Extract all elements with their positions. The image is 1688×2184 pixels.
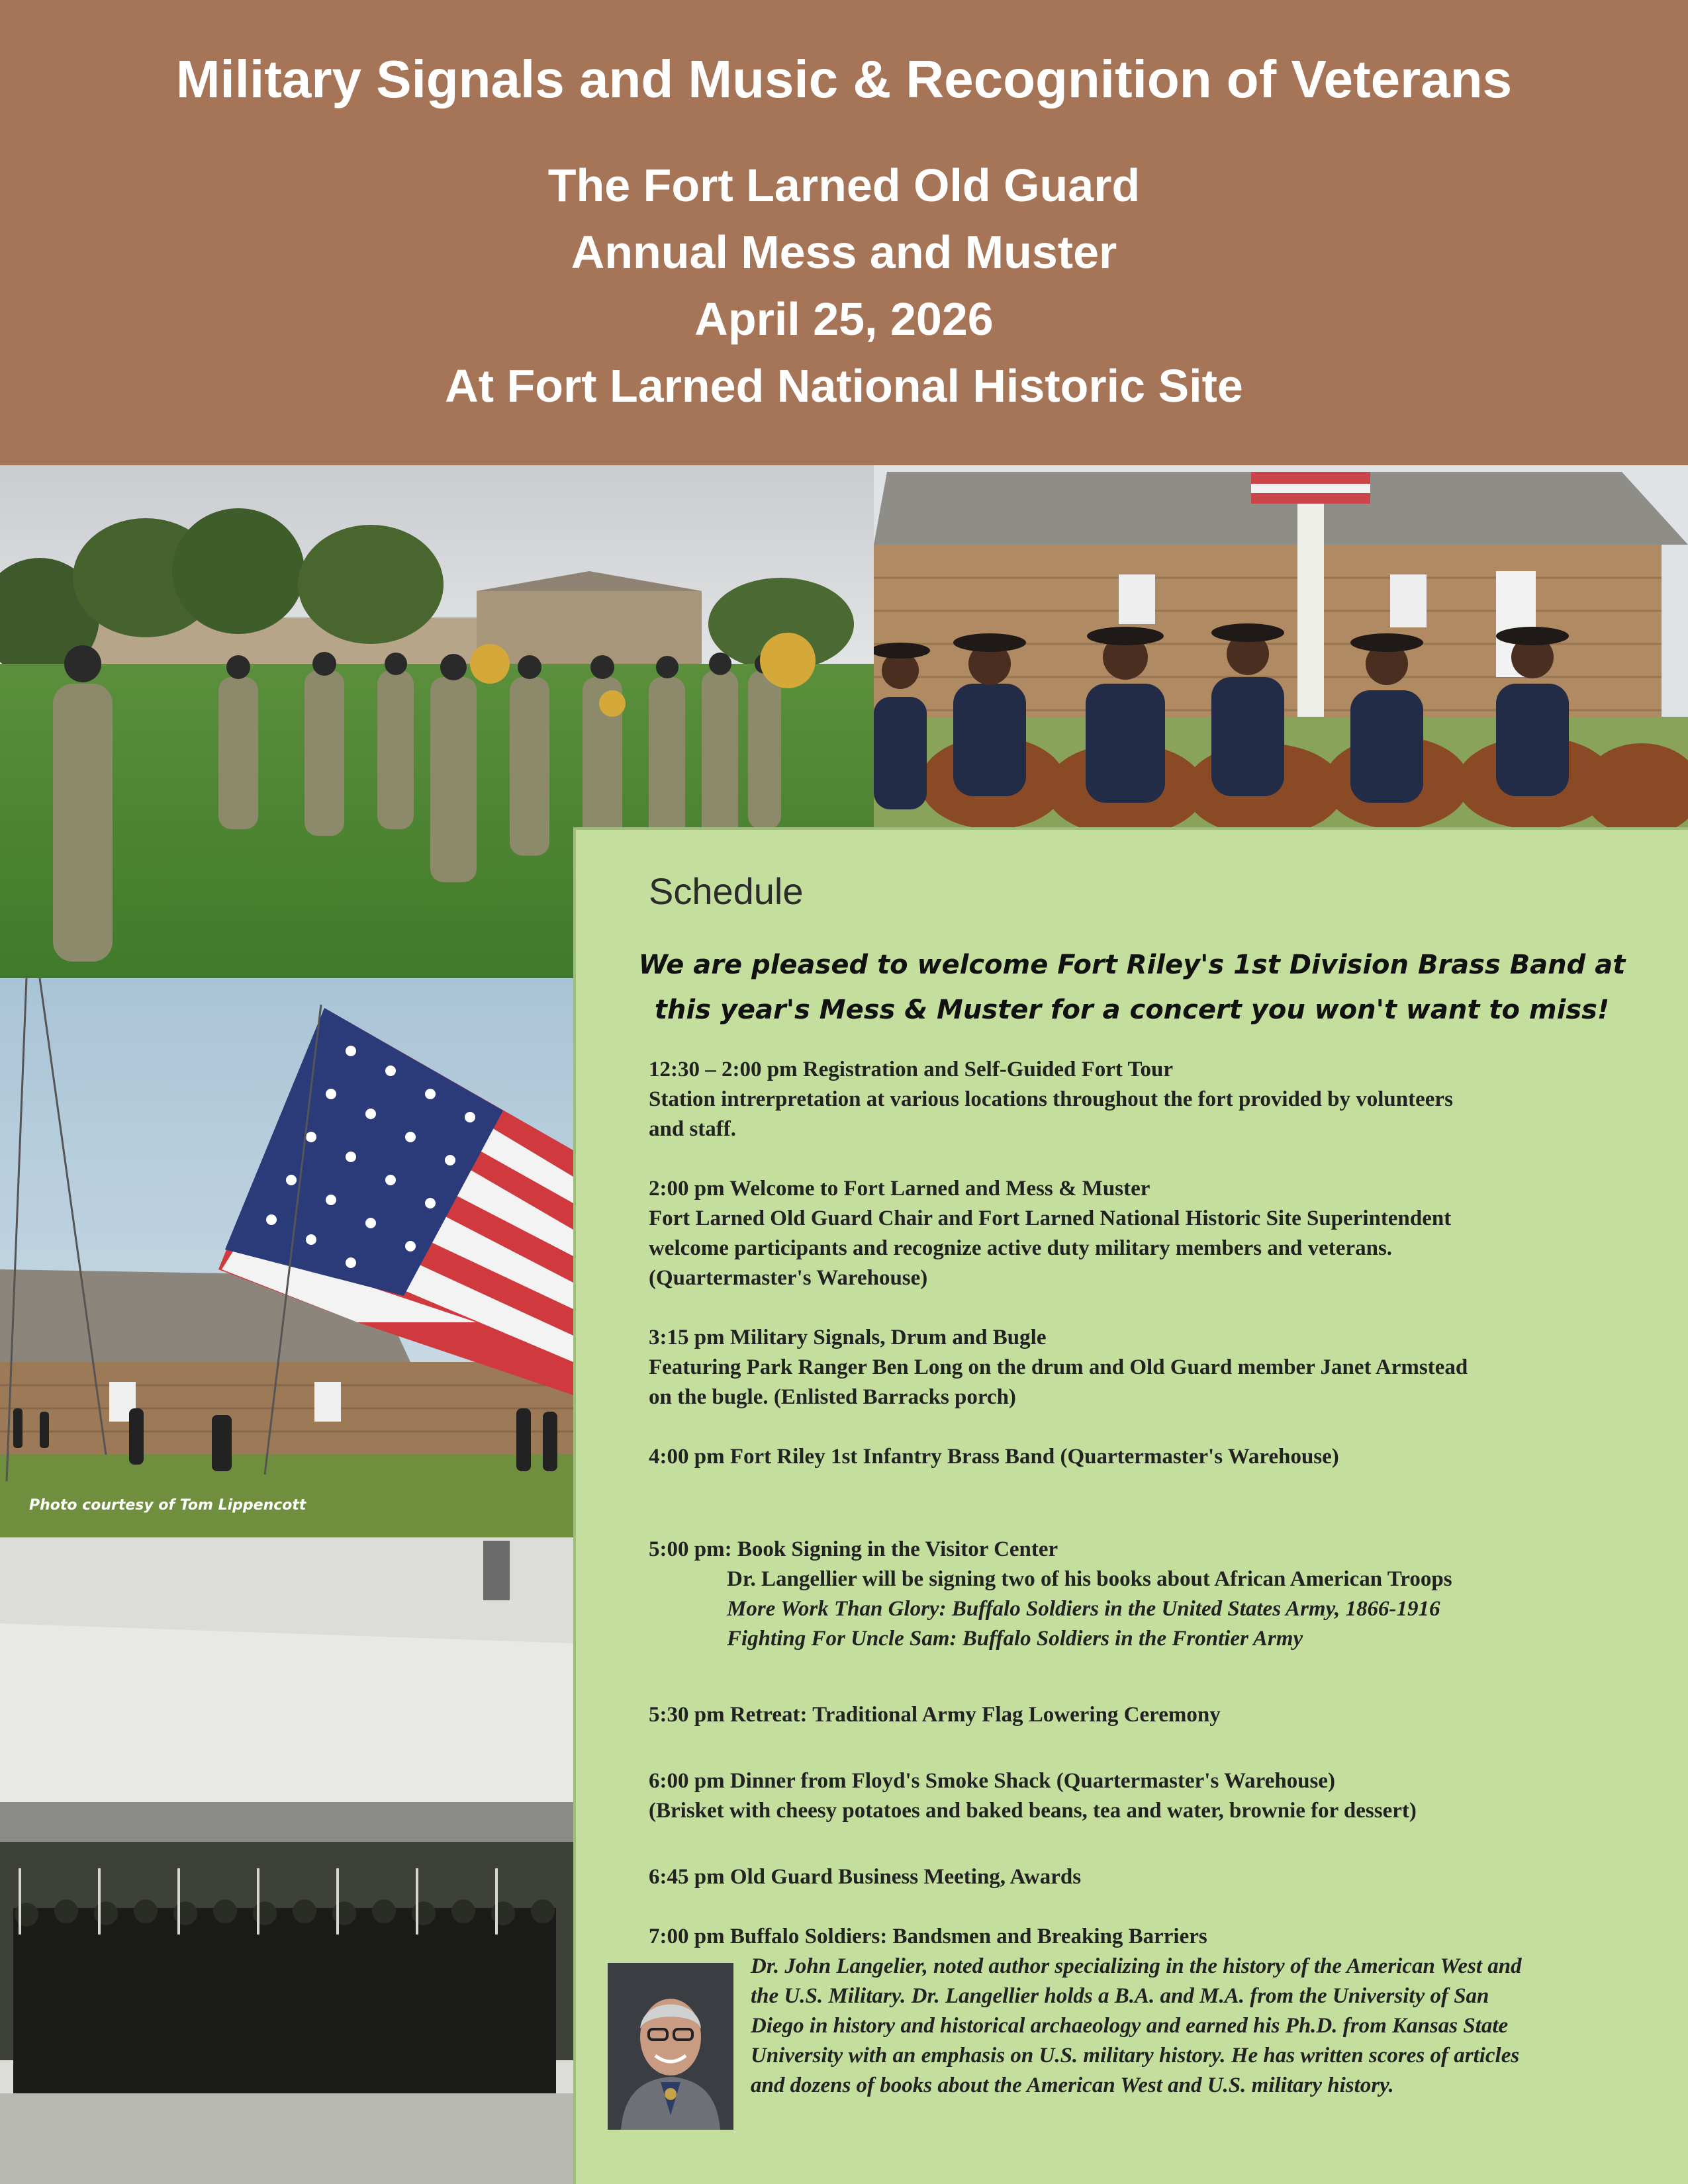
item-heading: 4:00 pm Fort Riley 1st Infantry Brass Band (Quartermaster's Warehouse) [649,1445,1339,1469]
item-heading: 5:30 pm Retreat: Traditional Army Flag Lowering Ceremony [649,1703,1221,1727]
item-line: Fort Larned Old Guard Chair and Fort Larned National Historic Site Superintendent [649,1206,1452,1230]
schedule-item-registration [649,1055,1655,1144]
item-heading: 2:00 pm Welcome to Fort Larned and Mess & Muster [649,1177,1150,1201]
event-name: Annual Mess and Muster [571,226,1117,278]
item-line: (Brisket with cheesy potatoes and baked beans, tea and water, brownie for dessert) [649,1799,1417,1823]
schedule-item-signals [649,1323,1655,1412]
schedule-item-welcome [649,1174,1655,1293]
item-line: Station intrerpretation at various locations throughout the fort provided by volunteers [649,1087,1453,1111]
schedule-item-buffalo-soldiers-talk [649,1922,1655,1952]
book-title: More Work Than Glory: Buffalo Soldiers in the United States Army, 1866-1916 [727,1597,1440,1621]
item-line: (Quartermaster's Warehouse) [649,1266,928,1290]
schedule-panel [573,827,1688,2184]
bio-line: and dozens of books about the American West and U.S. military history. [751,2073,1394,2097]
bio-line: Diego in history and historical archaeology and earned his Ph.D. from Kansas State [751,2014,1509,2038]
schedule-item-business-meeting [649,1862,1655,1892]
header-banner [0,0,1688,465]
item-line: Dr. Langellier will be signing two of his books about African American Troops [727,1567,1452,1591]
item-heading: 3:15 pm Military Signals, Drum and Bugle [649,1326,1047,1349]
event-location: At Fort Larned National Historic Site [445,360,1243,412]
schedule-item-book-signing [649,1535,1655,1654]
speaker-bio [751,1952,1658,2101]
event-date: April 25, 2026 [694,293,994,345]
item-line: on the bugle. (Enlisted Barracks porch) [649,1385,1016,1409]
garrison-flag-photo [0,978,573,1537]
schedule-item-dinner [649,1766,1655,1826]
item-heading: 7:00 pm Buffalo Soldiers: Bandsmen and Breaking Barriers [649,1925,1207,1948]
item-heading: 6:45 pm Old Guard Business Meeting, Awards [649,1865,1082,1889]
item-line: Featuring Park Ranger Ben Long on the drum and Old Guard member Janet Armstead [649,1355,1468,1379]
item-heading: 12:30 – 2:00 pm Registration and Self-Guided Fort Tour [649,1058,1174,1081]
item-heading: 6:00 pm Dinner from Floyd's Smoke Shack (Quartermaster's Warehouse) [649,1769,1336,1793]
page-title: Military Signals and Music & Recognition of Veterans [175,50,1513,109]
bio-line: University with an emphasis on U.S. military history. He has written scores of articles [751,2044,1520,2068]
historic-formation-photo [0,1537,573,2184]
bio-line: the U.S. Military. Dr. Langellier holds a B.A. and M.A. from the University of San [751,1984,1489,2008]
speaker-portrait [608,1963,733,2130]
schedule-item-retreat [649,1700,1655,1730]
photo-credit: Photo courtesy of Tom Lippencott [29,1497,306,1514]
item-line: and staff. [649,1117,737,1141]
schedule-title: Schedule [649,870,804,912]
welcome-line: this year's Mess & Muster for a concert you won't want to miss! [654,995,1610,1025]
item-heading: 5:00 pm: Book Signing in the Visitor Center [649,1537,1058,1561]
book-title: Fighting For Uncle Sam: Buffalo Soldiers in the Frontier Army [727,1627,1303,1651]
buffalo-soldiers-horseback-photo [874,465,1688,827]
bio-line: Dr. John Langelier, noted author specializing in the history of the American West and [751,1954,1522,1978]
schedule-item-brass-band [649,1442,1655,1472]
welcome-message [616,942,1648,1032]
item-line: welcome participants and recognize active duty military members and veterans. [649,1236,1393,1260]
org-name: The Fort Larned Old Guard [547,159,1141,211]
welcome-line: We are pleased to welcome Fort Riley's 1st Division Brass Band at [638,950,1626,980]
